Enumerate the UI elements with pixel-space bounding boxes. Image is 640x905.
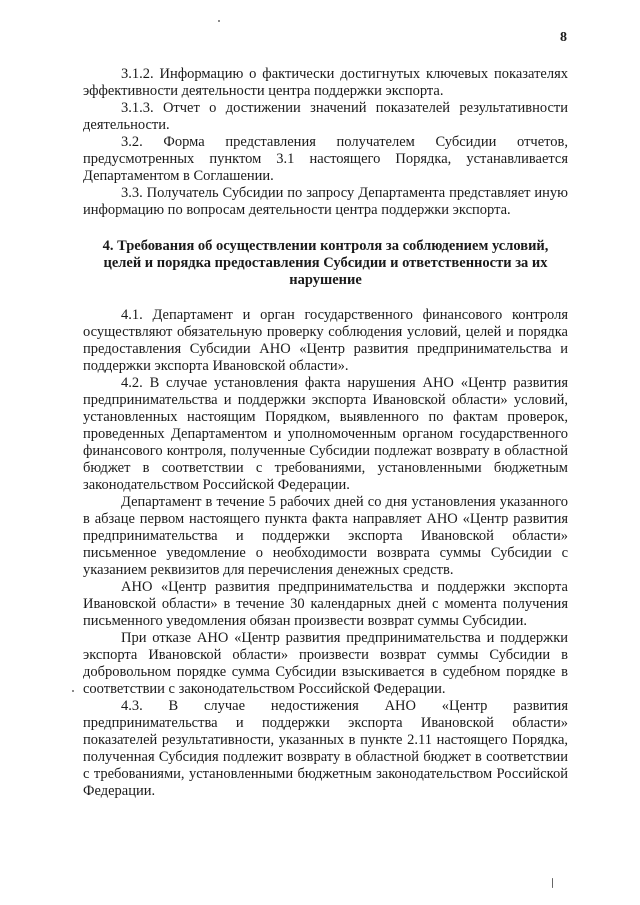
document-body — [83, 66, 568, 800]
scan-speck — [552, 878, 553, 888]
paragraph-3-1-2: 3.1.2. Информацию о фактически достигнутых ключевых показателях эффективности деятельности центра поддержки экспорта. — [83, 66, 568, 99]
paragraph-4-1: 4.1. Департамент и орган государственного финансового контроля осуществляют обязательную проверку соблюдения условий, целей и порядка предоставления Субсидии АНО «Центр развития предпринимательства и поддержки экспорта Ивановской области». — [83, 307, 568, 374]
scan-speck — [72, 690, 74, 692]
section-4-heading: 4. Требования об осуществлении контроля за соблюдением условий, целей и порядка предоставления Субсидии и ответственности за их нарушение — [102, 238, 549, 288]
paragraph-3-2: 3.2. Форма представления получателем Субсидии отчетов, предусмотренных пунктом 3.1 настоящего Порядка, устанавливается Департаментом в Соглашении. — [83, 134, 568, 184]
paragraph-4-2-refund-term: АНО «Центр развития предпринимательства и поддержки экспорта Ивановской области» в течение 30 календарных дней с момента получения письменного уведомления обязан произвести возврат суммы Субсидии. — [83, 579, 568, 629]
paragraph-3-3: 3.3. Получатель Субсидии по запросу Департамента представляет иную информацию по вопросам деятельности центра поддержки экспорта. — [83, 185, 568, 218]
paragraph-4-2: 4.2. В случае установления факта нарушения АНО «Центр развития предпринимательства и поддержки экспорта Ивановской области» условий, установленных настоящим Порядком, выявленного по фактам проверок, проведенных Департаментом и уполномоченным органом государственного финансового контроля, полученные Субсидии подлежат возврату в областной бюджет в соответствии с требованиями, установленными бюджетным законодательством Российской Федерации. — [83, 375, 568, 493]
scan-speck — [218, 20, 220, 22]
page-number: 8 — [560, 30, 567, 45]
paragraph-3-1-3: 3.1.3. Отчет о достижении значений показателей результативности деятельности. — [83, 100, 568, 133]
paragraph-4-2-notice: Департамент в течение 5 рабочих дней со дня установления указанного в абзаце первом настоящего пункта факта направляет АНО «Центр развития предпринимательства и поддержки экспорта Ивановской области» письменное уведомление о необходимости возврата суммы Субсидии с указанием реквизитов для перечисления денежных средств. — [83, 494, 568, 578]
paragraph-4-2-refusal: При отказе АНО «Центр развития предпринимательства и поддержки экспорта Ивановской области» произвести возврат суммы Субсидии в добровольном порядке сумма Субсидии взыскивается в судебном порядке в соответствии с законодательством Российской Федерации. — [83, 630, 568, 697]
paragraph-4-3: 4.3. В случае недостижения АНО «Центр развития предпринимательства и поддержки экспорта Ивановской области» показателей результативности, указанных в пункте 2.11 настоящего Порядка, полученная Субсидия подлежит возврату в областной бюджет в соответствии с требованиями, установленными бюджетным законодательством Российской Федерации. — [83, 698, 568, 799]
